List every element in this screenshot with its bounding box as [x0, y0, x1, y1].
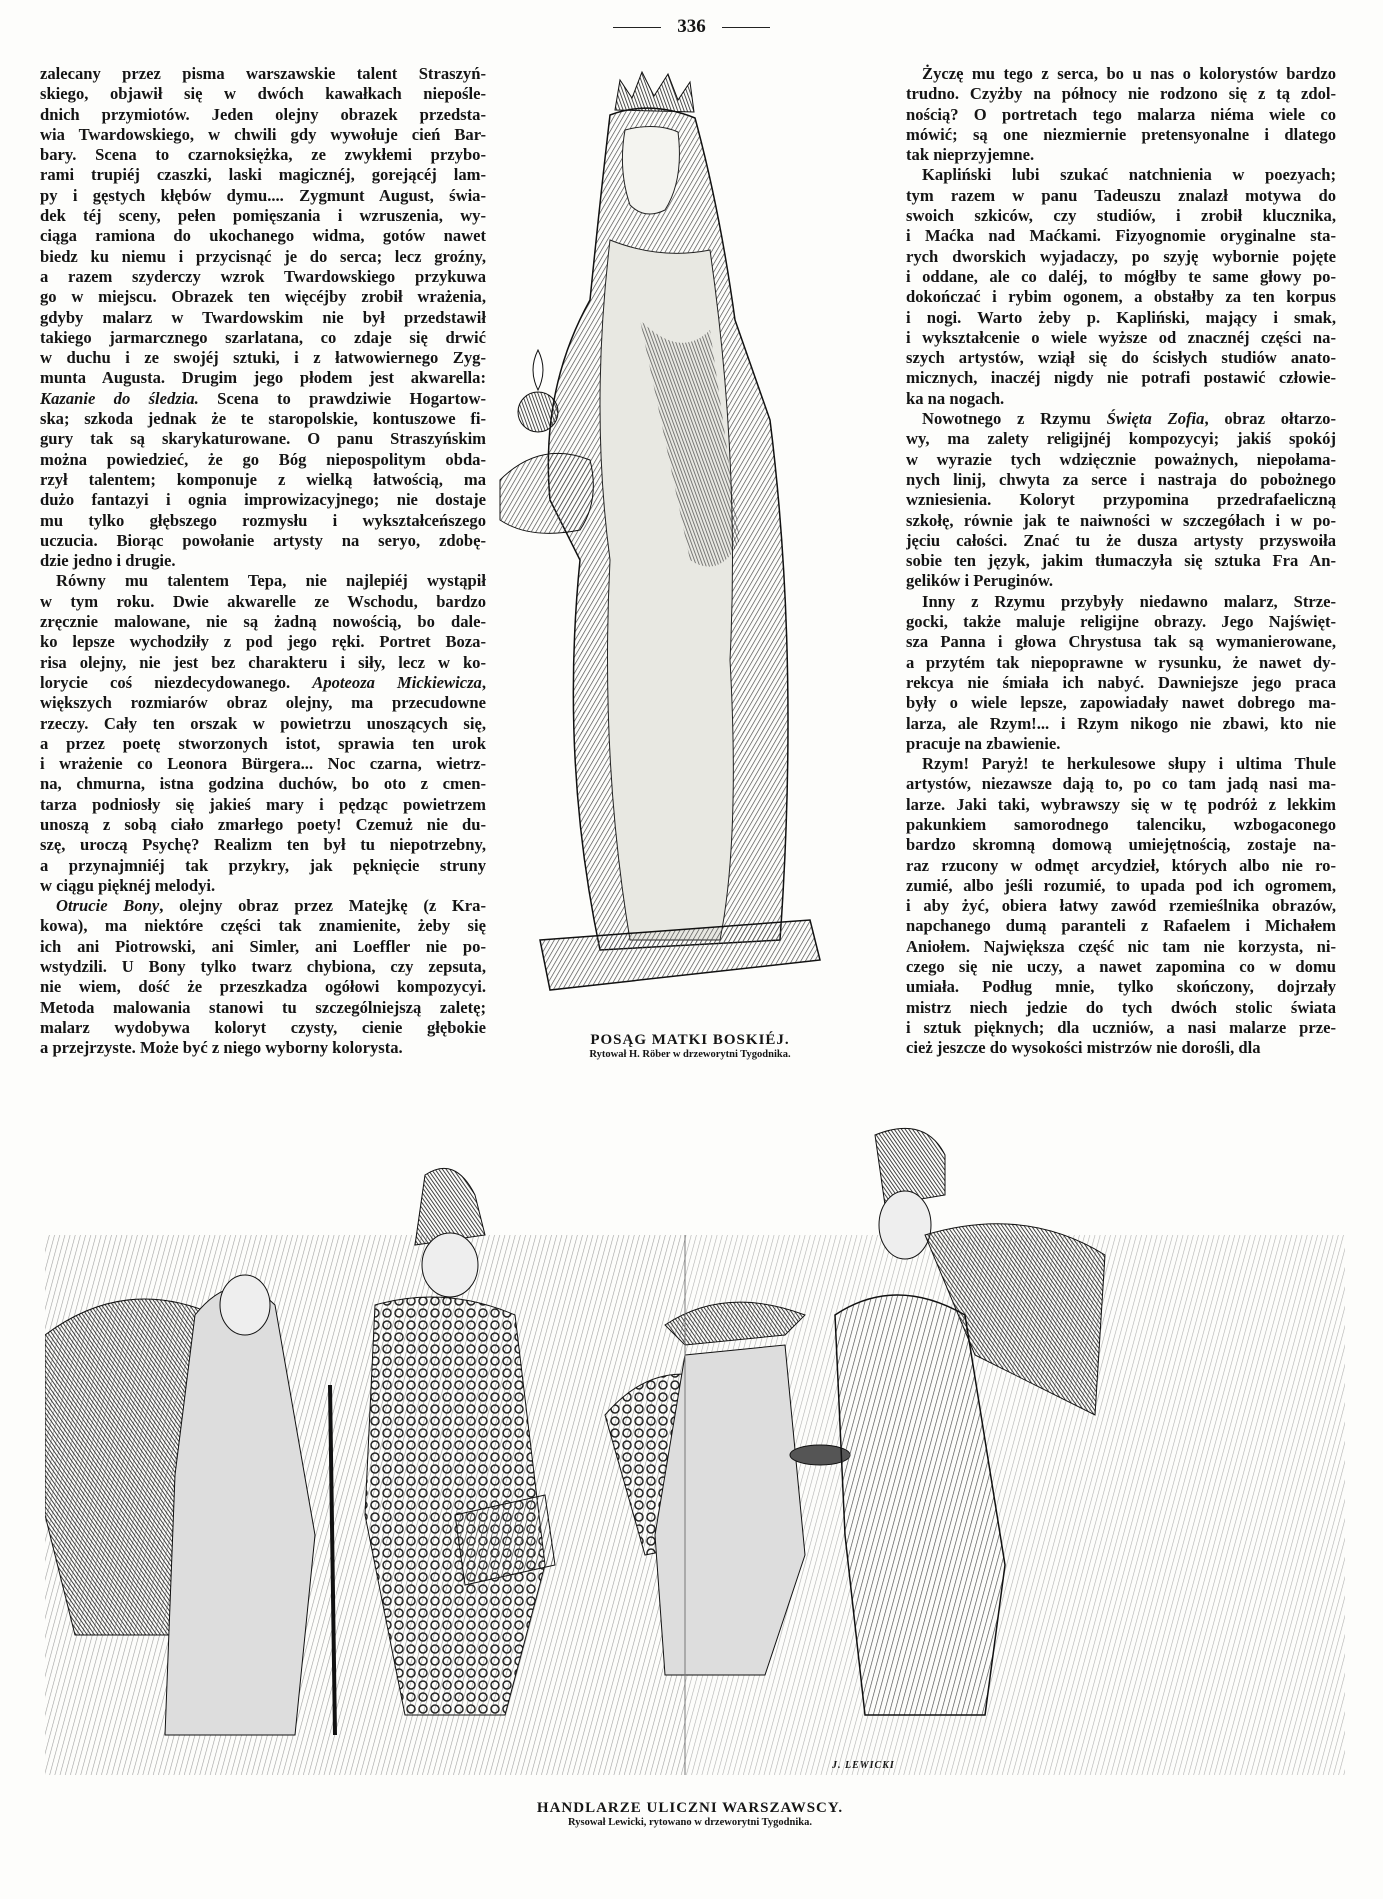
- text-line: nych linij, chwyta za serce i nastraja do pobożnego: [906, 469, 1336, 489]
- text-line: w duchu i ze swojéj sztuki, i z łatwowiernego Zyg-: [40, 348, 486, 368]
- text-line: tak nieprzyjemne.: [906, 145, 1035, 165]
- text-line: a przynajmniéj tak przykry, jak pęknięcie struny: [40, 855, 486, 875]
- vendors-caption-title: HANDLARZE ULICZNI WARSZAWSCY.: [536, 1800, 844, 1816]
- statue-crown: [615, 72, 694, 112]
- text-line: mówić; są one niezmiernie pretensyonalne i dlatego: [906, 124, 1336, 144]
- text-line: i wrażenie co Leonora Bürgera... Noc czarna, wietrz-: [40, 754, 486, 774]
- text-segment: , olejny obraz przez Matejkę (z Kra-: [159, 896, 486, 916]
- paragraph: [906, 165, 1336, 409]
- right-text-column: [906, 64, 1336, 1059]
- text-line: wy, ma zalety religijnéj kompozycyi; jakiś spokój: [906, 429, 1336, 449]
- text-line: zalecany przez pisma warszawskie talent Straszyń-: [40, 64, 486, 83]
- paragraph: [906, 754, 1336, 1058]
- text-line: go w miejscu. Obrazek ten więcéjby zrobił wrażenia,: [40, 287, 486, 307]
- text-line: Życzę mu tego z serca, bo u nas o kolorystów bardzo: [922, 64, 1336, 83]
- text-line: sza Panna i głowa Chrystusa tak są wymanierowane,: [906, 632, 1336, 652]
- text-line: biedz ku niemu i przycisnąć je do serca; lecz groźny,: [40, 246, 486, 266]
- text-line: Aniołem. Największa część nic tam nie korzysta, ni-: [906, 936, 1336, 956]
- text-line: kowa), ma niektóre części tak znamienite, żeby się: [40, 916, 486, 936]
- paragraph: [40, 896, 486, 1058]
- text-line: larze. Jaki taki, wybrawszy się w tę podróż z lekkim: [906, 794, 1336, 814]
- text-line: Inny z Rzymu przybyły niedawno malarz, Strze-: [922, 591, 1336, 611]
- text-line: nie wiem, dość że przeszkadza ogółowi kompozycyi.: [40, 977, 486, 997]
- text-line: gury tak są skarykaturowane. O panu Straszyńskim: [40, 429, 486, 449]
- text-line: w wyrazie tych wdzięcznie poważnych, niepołama-: [906, 449, 1336, 469]
- statue-caption-title: POSĄG MATKI BOSKIÉJ.: [590, 1032, 790, 1048]
- text-line: [906, 409, 1336, 429]
- text-line: munta Augusta. Drugim jego płodem jest akwarella:: [40, 368, 486, 388]
- text-line: [40, 896, 486, 916]
- paragraph: [40, 64, 486, 571]
- paragraph: [906, 64, 1336, 165]
- text-line: na, chmurna, istna godzina duchów, bo oto z cmen-: [40, 774, 486, 794]
- text-line: gelików i Peruginów.: [906, 571, 1054, 591]
- text-line: szych artystów, wziął się do ścisłych studiów anato-: [906, 348, 1336, 368]
- text-segment: lorycie coś niezdecydowanego.: [40, 672, 313, 692]
- text-line: wstydzili. U Bony tylko twarz chybiona, czy zepsuta,: [40, 957, 486, 977]
- text-line: ciąga ramiona do ukochanego widma, gotów nawet: [40, 226, 486, 246]
- text-line: cież jeszcze do wysokości mistrzów nie dorośli, dla: [906, 1038, 1261, 1058]
- text-line: dzie jedno i drugie.: [40, 551, 176, 571]
- text-line: ka na nogach.: [906, 388, 1005, 408]
- text-line: i nogi. Warto żeby p. Kapliński, mający i smak,: [906, 307, 1336, 327]
- text-line: rych dworskich wyjadaczy, po szyję wybornie pojęte: [906, 246, 1336, 266]
- text-line: Rzym! Paryż! te herkulesowe słupy i ultima Thule: [922, 754, 1336, 774]
- text-line: py i gęstych kłębów dymu.... Zygmunt August, świa-: [40, 185, 486, 205]
- text-line: wia Twardowskiego, w chwili gdy wywołuje cień Bar-: [40, 124, 486, 144]
- text-segment: Nowotnego z Rzymu: [922, 409, 1107, 429]
- text-line: raz rzucony w odmęt arcydzieł, których albo nie ro-: [906, 855, 1336, 875]
- italic-title: Apoteoza Mickiewicza: [312, 672, 482, 692]
- text-line: [40, 673, 486, 693]
- text-line: wzniesienia. Koloryt przypomina przedrafaeliczną: [906, 490, 1336, 510]
- text-line: ska; szkoda jednak że te staropolskie, kontuszowe fi-: [40, 409, 486, 429]
- text-line: jęciu całości. Znać tu że dusza artysty przyswoiła: [906, 530, 1336, 550]
- text-line: tym razem w panu Tadeuszu znalazł motywa do: [906, 185, 1336, 205]
- paragraph: [906, 592, 1336, 754]
- text-line: większych rozmiarów obraz olejny, ma przecudowne: [40, 693, 486, 713]
- text-segment: Scena to prawdziwie Hogartow-: [198, 388, 486, 408]
- statue-engraving: [480, 60, 890, 1020]
- text-line: ko lepsze wychodziły z pod jego ręki. Portret Boza-: [40, 632, 486, 652]
- text-line: a przez poetę stworzonych istot, sprawia ten urok: [40, 733, 486, 753]
- text-line: sobie ten język, jakim tłumaczyła się sztuka Fra An-: [906, 551, 1336, 571]
- left-text-column: [40, 64, 486, 1059]
- text-line: micznych, inaczéj nigdy nie potrafi postawić człowie-: [906, 368, 1336, 388]
- text-line: były o wiele lepsze, zapowiadały nawet dobrego ma-: [906, 693, 1336, 713]
- text-line: malarz wydobywa koloryt czysty, cienie głębokie: [40, 1017, 486, 1037]
- text-line: gocki, także maluje religijne obrazy. Jego Najświęt-: [906, 612, 1336, 632]
- artist-signature: J. LEWICKI: [832, 1760, 895, 1771]
- header-rule-left: [613, 27, 661, 28]
- text-line: można powiedzieć, że go Bóg niepospolitym obda-: [40, 449, 486, 469]
- text-line: zręcznie malowane, nie są żadną nowością, bo dale-: [40, 612, 486, 632]
- text-line: nością? O portretach tego malarza niéma wiele co: [906, 104, 1336, 124]
- text-line: uczucia. Biorąc powołanie artysty na seryo, zdobę-: [40, 530, 486, 550]
- text-line: swoich szkiców, czy studiów, i zrobił klucznika,: [906, 206, 1336, 226]
- text-line: dnich przymiotów. Jeden olejny obrazek przedsta-: [40, 104, 486, 124]
- text-line: unoszą z sobą ciało zmarłego poety! Czemuż nie du-: [40, 814, 486, 834]
- text-line: i sztuk pięknych; dla uczniów, a nasi malarze prze-: [906, 1017, 1336, 1037]
- statue-caption-credit: Rytował H. Röber w drzeworytni Tygodnika.: [589, 1049, 791, 1060]
- text-line: i oddane, ale co daléj, to mógłby te same głowy po-: [906, 266, 1336, 286]
- vendors-caption: [340, 1800, 1040, 1828]
- page-header: [0, 16, 1383, 38]
- text-line: mistrz niech jedzie do tych dwóch stolic świata: [906, 997, 1336, 1017]
- text-line: umiała. Podług mnie, tylko skończony, dojrzały: [906, 977, 1336, 997]
- text-line: szę, uroczą Psychę? Realizm ten był tu niepotrzebny,: [40, 835, 486, 855]
- text-line: rekcya nie śmiała ich nabyć. Dawniejsze jego praca: [906, 672, 1336, 692]
- text-line: pakunkiem samorodnego talenciku, wzbogaconego: [906, 814, 1336, 834]
- text-line: gdyby malarz w Twardowskim nie był przedstawił: [40, 307, 486, 327]
- text-line: dokończać i rybim ogonem, a obstałby za ten korpus: [906, 287, 1336, 307]
- text-line: dek téj sceny, pełen pomięszania i wzruszenia, wy-: [40, 206, 486, 226]
- statue-caption: [490, 1032, 890, 1060]
- italic-title: Święta Zofia: [1106, 409, 1205, 429]
- text-line: Kapliński lubi szukać natchnienia w poezyach;: [922, 165, 1336, 185]
- page-number: 336: [677, 16, 706, 37]
- text-line: Równy mu talentem Tepa, nie najlepiéj wystąpił: [56, 571, 486, 591]
- text-line: dużo fantazyi i ognia improwizacyjnego; nie dostaje: [40, 490, 486, 510]
- text-line: i aby żyć, obiera łatwy zawód rzemieślnika obrazów,: [906, 896, 1336, 916]
- text-line: i Maćka nad Maćkami. Fizyognomie oryginalne sta-: [906, 226, 1336, 246]
- text-line: rzył talentem; komponuje z wielką łatwością, ma: [40, 469, 486, 489]
- text-line: szkołę, równie jak te naiwności w szczegółach i w po-: [906, 510, 1336, 530]
- heart-with-flame: [518, 392, 558, 432]
- italic-title: Otrucie Bony: [56, 896, 160, 916]
- text-line: Metoda malowania stanowi tu szczególniejszą zaletę;: [40, 997, 486, 1017]
- italic-title: Kazanie do śledzia.: [40, 388, 199, 408]
- text-line: tarza podniosły się jakieś mary i pędząc powietrzem: [40, 794, 486, 814]
- text-line: risa olejny, nie jest bez charakteru i siły, lecz w ko-: [40, 652, 486, 672]
- text-line: czego się nie uczy, a nawet zapomina co w domu: [906, 957, 1336, 977]
- text-line: zumié, albo jeśli rozumié, to upada pod ich ogromem,: [906, 875, 1336, 895]
- statue-pedestal: [540, 920, 820, 990]
- text-line: a razem szyderczy wzrok Twardowskiego przykuwa: [40, 266, 486, 286]
- header-rule-right: [722, 27, 770, 28]
- text-line: ich ani Piotrowski, ani Simler, ani Loeffler nie po-: [40, 936, 486, 956]
- street-vendors-engraving: [45, 1115, 1345, 1795]
- text-line: pracuje na zbawienie.: [906, 733, 1061, 753]
- text-line: skiego, objawił się w dwóch kawałkach niepośle-: [40, 84, 486, 104]
- text-line: w ciągu pięknéj melodyi.: [40, 875, 216, 895]
- text-line: bardzo skromną domową umiejętnością, zostaje na-: [906, 835, 1336, 855]
- vendors-caption-credit: Rysował Lewicki, rytowano w drzeworytni Tygodnika.: [568, 1817, 812, 1828]
- text-line: rami trupiéj czaszki, laski magicznéj, gorejącéj lam-: [40, 165, 486, 185]
- text-line: trudno. Czyżby na północy nie rodzono się z tą zdol-: [906, 84, 1336, 104]
- text-line: bary. Scena to czarnoksiężka, ze zwykłemi przybo-: [40, 145, 486, 165]
- paragraph: [40, 571, 486, 896]
- text-line: rzeczy. Cały ten orszak w powietrzu unoszących się,: [40, 713, 486, 733]
- text-line: artystów, niezawsze dają to, po co tam jadą nasi ma-: [906, 774, 1336, 794]
- paragraph: [906, 409, 1336, 592]
- text-line: mu tylko głębszego rozmysłu i wykształceńszego: [40, 510, 486, 530]
- text-line: a przytém tak niepoprawne w rysunku, że nawet dy-: [906, 652, 1336, 672]
- text-line: w tym roku. Dwie akwarelle ze Wschodu, bardzo: [40, 591, 486, 611]
- text-line: a przejrzyste. Może być z niego wyborny kolorysta.: [40, 1038, 403, 1058]
- text-line: napchanego dumą paranteli z Rafaelem i Michałem: [906, 916, 1336, 936]
- text-line: [40, 389, 486, 409]
- text-segment: ,: [481, 672, 486, 692]
- text-line: takiego jarmarcznego szarlatana, co zdaje się drwić: [40, 327, 486, 347]
- text-segment: , obraz ołtarzo-: [1204, 409, 1336, 429]
- text-line: i wykształcenie o wiele wyższe od znacznéj części na-: [906, 327, 1336, 347]
- text-line: larza, ale Rzym!... i Rzym nikogo nie zbawi, kto nie: [906, 713, 1336, 733]
